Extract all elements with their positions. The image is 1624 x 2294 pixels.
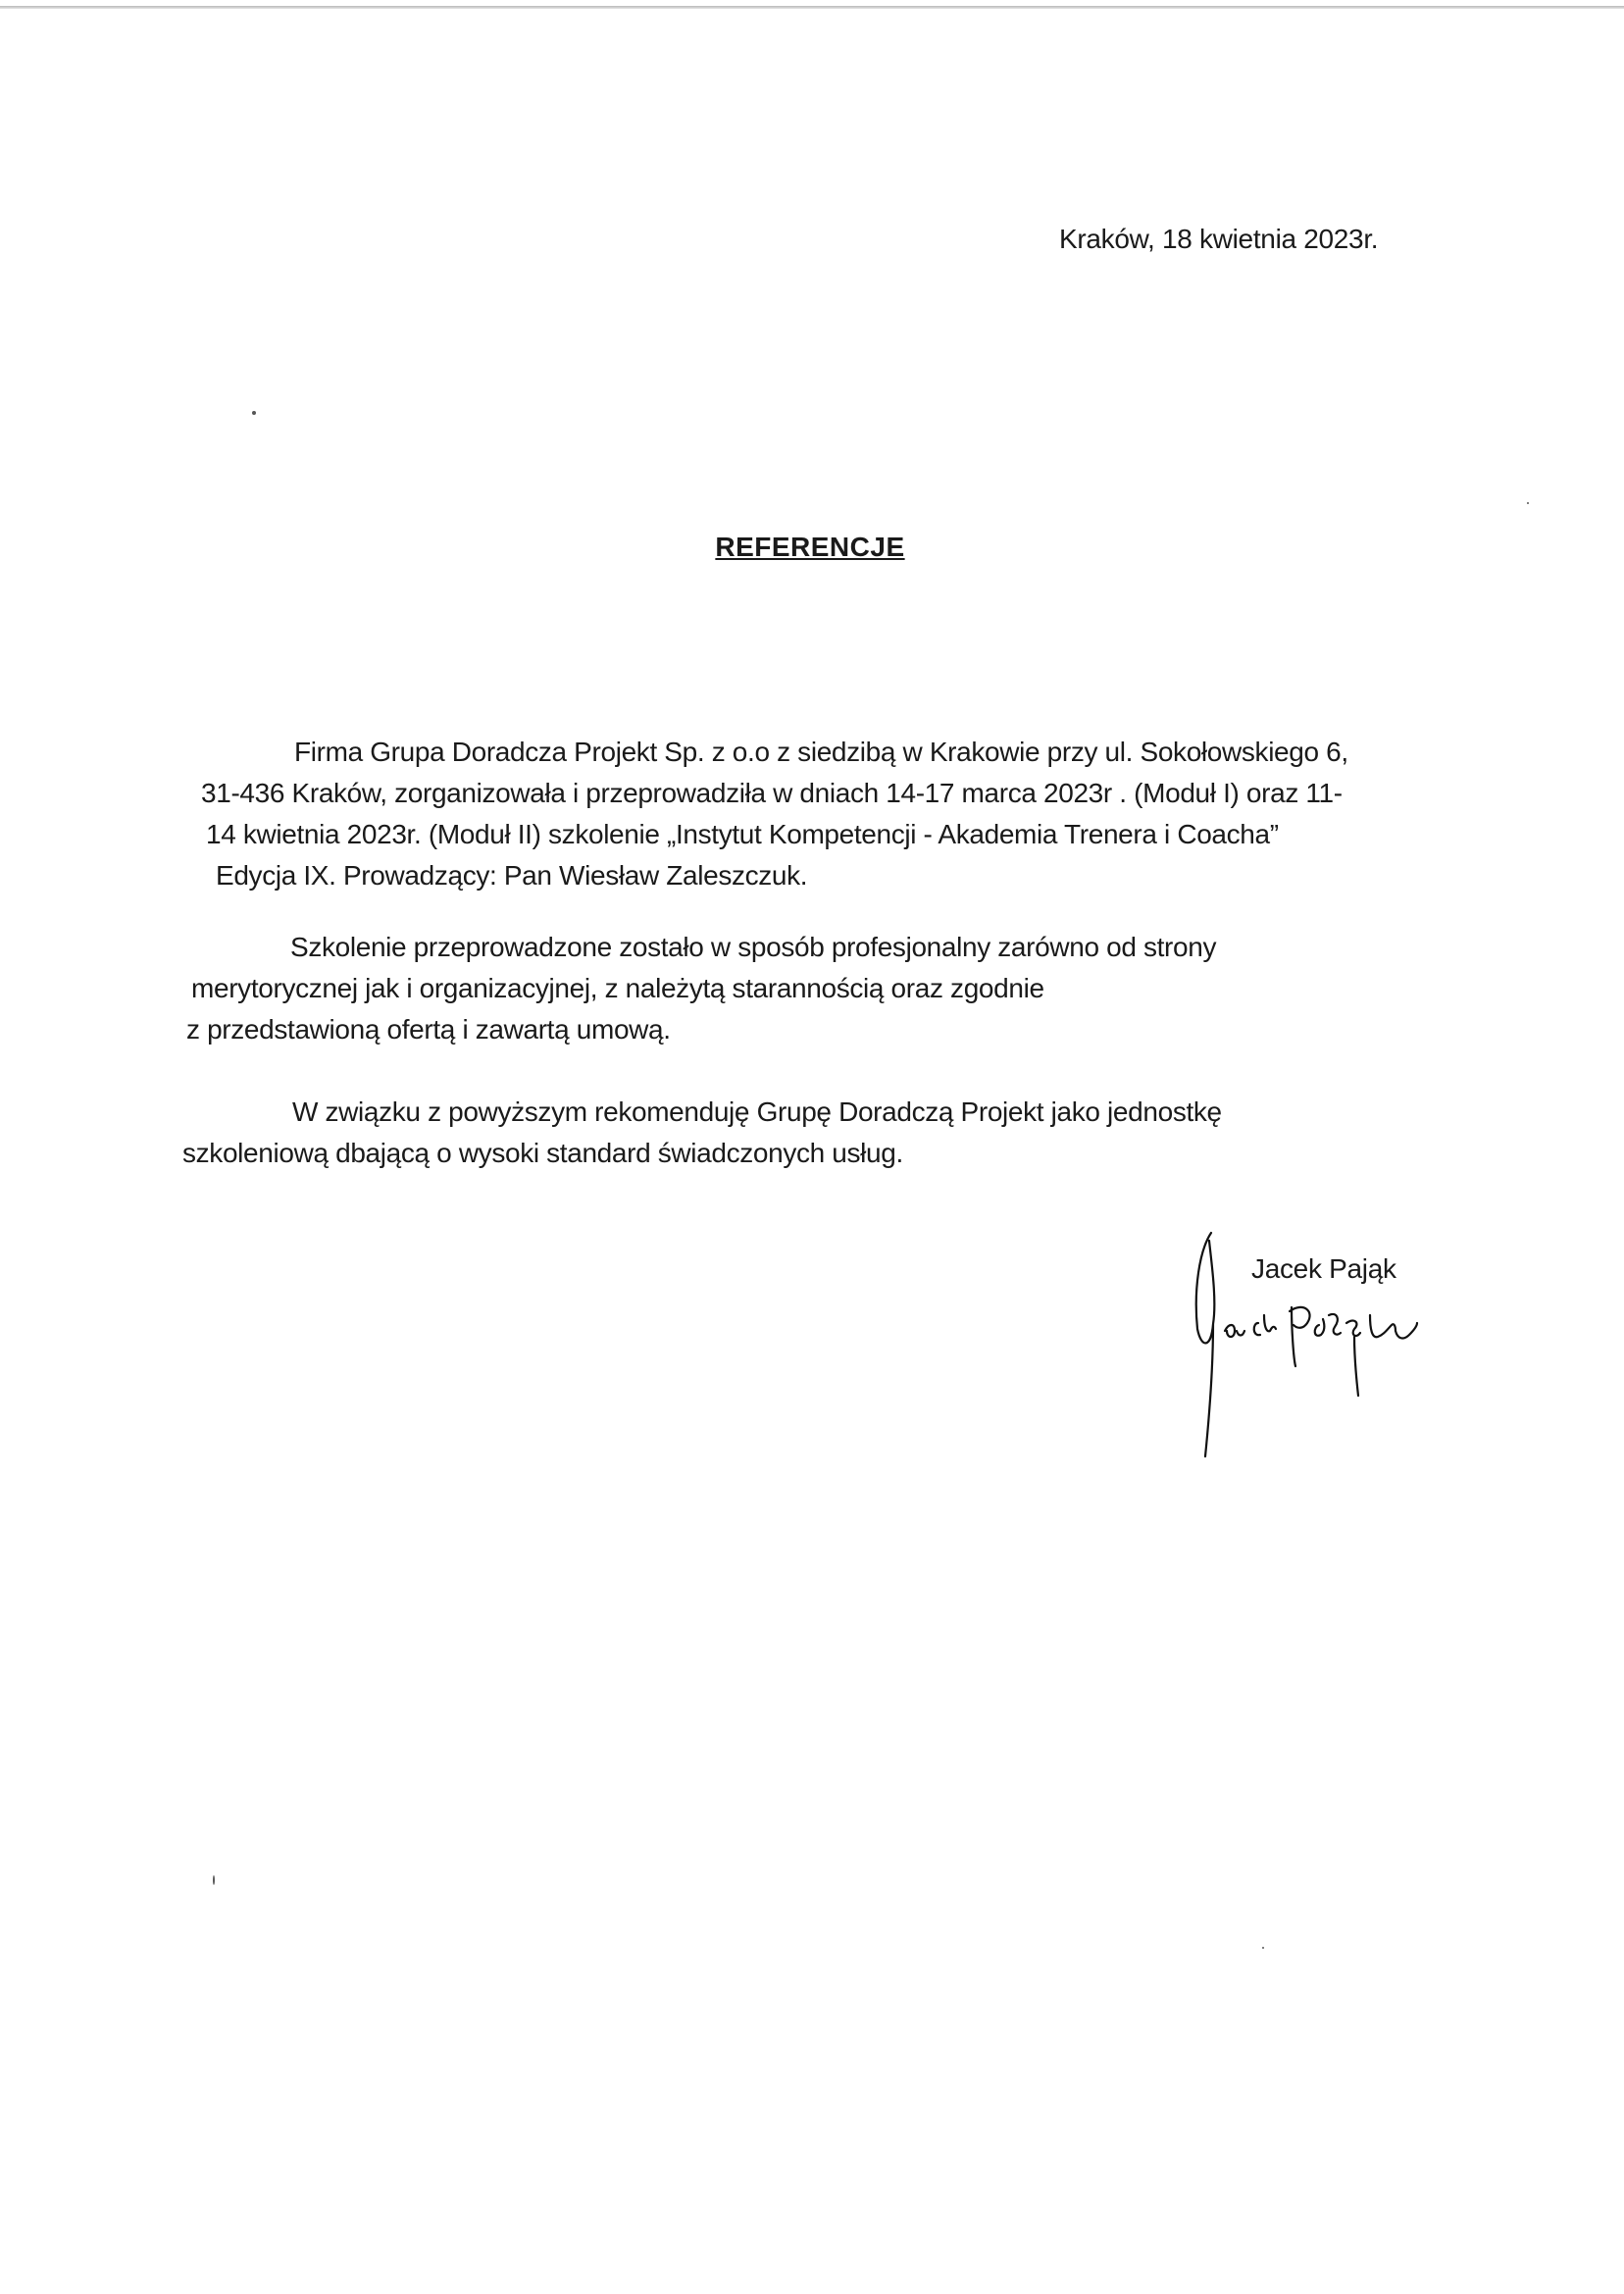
paragraph-line: W związku z powyższym rekomenduję Grupę Doradczą Projekt jako jednostkę <box>292 1096 1222 1127</box>
paragraph-line: 14 kwietnia 2023r. (Moduł II) szkolenie „Instytut Kompetencji - Akademia Trenera i Coacha” <box>206 819 1279 849</box>
place-date: Kraków, 18 kwietnia 2023r. <box>1059 224 1379 254</box>
paragraph-line: 31-436 Kraków, zorganizowała i przeprowadziła w dniach 14-17 marca 2023r . (Moduł I) oraz 11- <box>201 778 1343 808</box>
scan-speck <box>213 1875 215 1885</box>
paragraph-recommendation <box>182 1092 1222 1174</box>
paragraph-quality <box>186 927 1216 1050</box>
paragraph-line: Edycja IX. Prowadzący: Pan Wiesław Zaleszczuk. <box>216 860 808 891</box>
paragraph-line: szkoleniową dbającą o wysoki standard świadczonych usług. <box>182 1138 903 1168</box>
paragraph-line: merytorycznej jak i organizacyjnej, z należytą starannością oraz zgodnie <box>191 973 1044 1003</box>
paragraph-line: z przedstawioną ofertą i zawartą umową. <box>186 1014 671 1045</box>
scan-speck <box>1262 1947 1264 1949</box>
paragraph-organizer <box>186 732 1348 896</box>
handwritten-signature <box>1182 1221 1476 1466</box>
scan-speck <box>1527 502 1529 504</box>
paragraph-line: Firma Grupa Doradcza Projekt Sp. z o.o z siedzibą w Krakowie przy ul. Sokołowskiego 6, <box>294 737 1348 767</box>
document-title <box>0 532 1624 563</box>
paragraph-line: Szkolenie przeprowadzone zostało w sposób profesjonalny zarówno od strony <box>290 932 1217 962</box>
document-title-text: REFERENCJE <box>715 532 905 562</box>
signatory-name: Jacek Pająk <box>1251 1253 1396 1284</box>
scan-speck <box>252 411 256 415</box>
